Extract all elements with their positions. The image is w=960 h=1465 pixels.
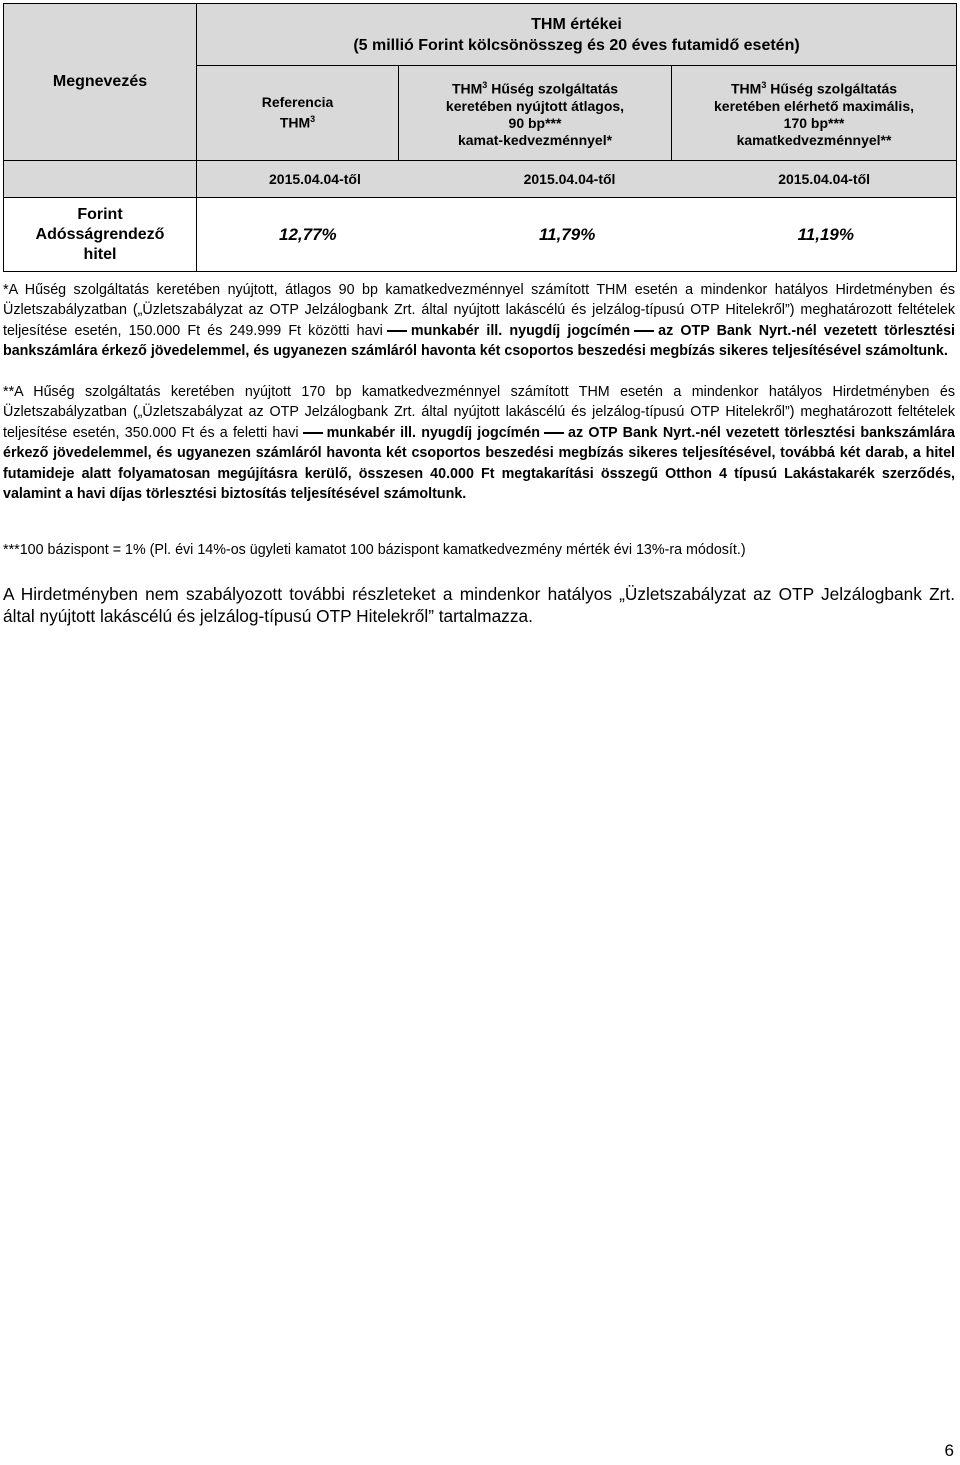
footnote-1: *A Hűség szolgáltatás keretében nyújtott, átlagos 90 bp kamatkedvezménnyel számított THM esetén a mindenkor hatályos Hirdetményben és Üzletszabályzatban („Üzletszabályzat az OTP Jelzálogbank Zrt. által nyújtott lakáscélú és jelzálog-típusú OTP Hitelekről”) meghatározott feltételek teljesítése esetén, 150.000 Ft és 249.999 Ft közötti havi munkabér ill. nyugdíj jogcímén az OTP Bank Nyrt.-nél vezetett törlesztési bankszámlára érkező jövedelemmel, és ugyanezen számláról havonta két csoportos beszedési megbízás sikeres teljesítésével számoltunk.: [3, 282, 955, 360]
table-title: [197, 4, 957, 66]
date-maximum: 2015.04.04-től: [778, 171, 871, 187]
thm-table: [3, 3, 957, 272]
col-header-reference: Referencia THM$^3$: [197, 66, 399, 161]
date-row: [197, 161, 957, 198]
row-name: Forint Adósságrendező hitel: [4, 198, 197, 272]
value-average: 11,79%: [538, 224, 596, 244]
footnote-3: ***100 bázispont = 1% (Pl. évi 14%-os ügyleti kamatot 100 bázispont kamatkedvezmény mérték évi 13%-ra módosít.): [3, 542, 746, 558]
name-header: Megnevezés: [4, 4, 197, 161]
value-maximum: 11,19%: [797, 224, 855, 244]
footnote-2: **A Hűség szolgáltatás keretében nyújtott 170 bp kamatkedvezménnyel számított THM esetén a mindenkor hatályos Hirdetményben és Üzletszabályzatban („Üzletszabályzat az OTP Jelzálogbank Zrt. által nyújtott lakáscélú és jelzálog-típusú OTP Hitelekről”) meghatározott feltételek teljesítése esetén, 350.000 Ft és a feletti havi munkabér ill. nyugdíj jogcímén az OTP Bank Nyrt.-nél vezetett törlesztési bankszámlára érkező jövedelemmel, és ugyanezen számláról havonta két csoportos beszedési megbízás sikeres teljesítésével, továbbá két darab, a hitel futamideje alatt folyamatosan megújításra kerülő, összesen 40.000 Ft megtakarítási összegű Otthon 4 típusú Lakástakarék szerződés, valamint a havi díjas törlesztési biztosítás teljesítésével számoltunk.: [3, 384, 955, 503]
table-title-line2: (5 millió Forint kölcsönösszeg és 20 éves futamidő esetén): [353, 36, 800, 54]
page-number: 6: [944, 1441, 954, 1460]
date-reference: 2015.04.04-től: [269, 171, 361, 187]
closing-paragraph: A Hirdetményben nem szabályozott további részleteket a mindenkor hatályos „Üzletszabályzat az OTP Jelzálogbank Zrt. által nyújtott lakáscélú és jelzálog-típusú OTP Hitelekről” tartalmazza.: [3, 584, 955, 626]
value-reference: 12,77%: [279, 224, 337, 244]
date-average: 2015.04.04-től: [523, 171, 616, 187]
table-title-line1: THM értékei: [531, 15, 622, 33]
col-header-maximum: THM$^3$ Hűség szolgáltatás keretében elérhető maximális, 170 bp*** kamatkedvezménnyel**: [672, 66, 957, 161]
col-header-average: THM$^3$ Hűség szolgáltatás keretében nyújtott átlagos, 90 bp*** kamat-kedvezménnyel*: [399, 66, 672, 161]
values-row: [197, 198, 957, 272]
date-row-label: [4, 161, 197, 198]
